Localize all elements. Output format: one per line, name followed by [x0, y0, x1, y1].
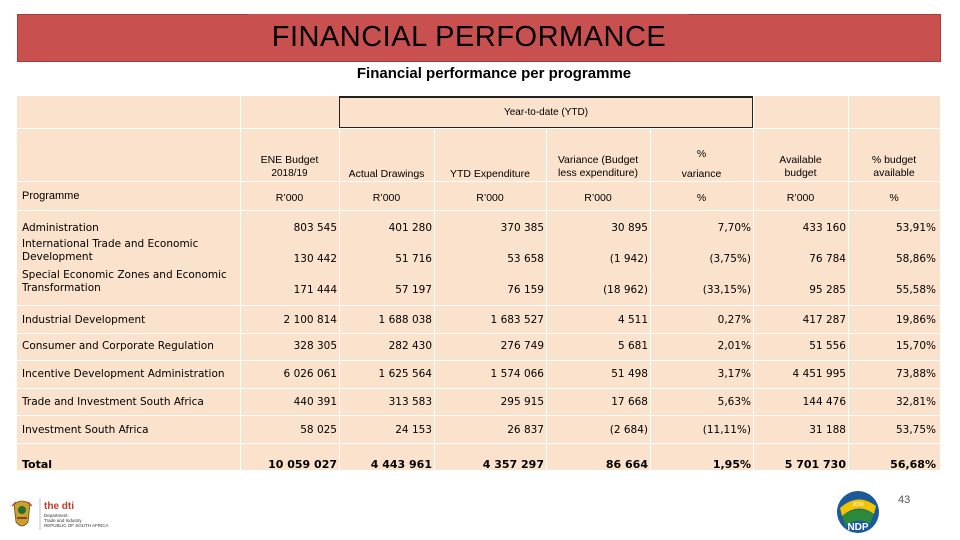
- table-cell-ytd: 1 574 066: [490, 368, 544, 380]
- col-divider: [240, 96, 241, 470]
- table-cell-pct: 2,01%: [717, 340, 751, 352]
- title-box: [249, 14, 689, 60]
- row-divider: [17, 333, 940, 334]
- table-cell-var: 4 511: [617, 314, 648, 326]
- header-avail-line1: Available: [779, 154, 822, 166]
- table-cell-ytd: 76 159: [507, 284, 544, 296]
- row-label-incentive-development: Incentive Development Administration: [22, 368, 225, 380]
- table-cell-actual: 282 430: [388, 340, 432, 352]
- table-cell-var: 51 498: [611, 368, 648, 380]
- table-cell-var: (1 942): [609, 253, 648, 265]
- col-divider: [546, 96, 547, 470]
- table-cell-pct: 0,27%: [717, 314, 751, 326]
- col-divider: [753, 96, 754, 470]
- unit-label: %: [696, 192, 707, 204]
- table-cell-avail: 95 285: [809, 284, 846, 296]
- col-divider: [434, 96, 435, 470]
- header-avail-line2: budget: [784, 167, 817, 179]
- row-divider: [17, 415, 940, 416]
- table-cell-ene: 130 442: [293, 253, 337, 265]
- header-variance: [546, 154, 650, 180]
- table-cell-var: 86 664: [605, 458, 648, 471]
- table-cell-actual: 401 280: [388, 222, 432, 234]
- table-cell-pavail: 19,86%: [895, 314, 936, 326]
- table-cell-pavail: 73,88%: [895, 368, 936, 380]
- table-cell-ytd: 370 385: [500, 222, 544, 234]
- coat-of-arms-icon: [12, 501, 32, 526]
- table-cell-pavail: 53,91%: [895, 222, 936, 234]
- row-divider: [17, 181, 940, 182]
- table-cell-avail: 433 160: [802, 222, 846, 234]
- unit-label: R’000: [476, 192, 504, 204]
- table-cell-pavail: 32,81%: [895, 396, 936, 408]
- row-label-total: Total: [22, 458, 53, 471]
- table-cell-ene: 803 545: [293, 222, 337, 234]
- table-cell-avail: 5 701 730: [784, 458, 846, 471]
- header-ytd-expenditure: YTD Expenditure: [450, 168, 530, 180]
- table-cell-ene: 328 305: [293, 340, 337, 352]
- table-cell-ene: 58 025: [300, 424, 337, 436]
- table-cell-pavail: 58,86%: [895, 253, 936, 265]
- table-cell-pct: 3,17%: [717, 368, 751, 380]
- unit-label: R’000: [275, 192, 304, 204]
- page-number: 43: [898, 494, 911, 506]
- page-subtitle: Financial performance per programme: [356, 65, 632, 82]
- table-cell-actual: 1 625 564: [378, 368, 432, 380]
- unit-label: R’000: [584, 192, 612, 204]
- dti-logo-dept: Department:: [44, 513, 69, 518]
- row-label-consumer-corporate: Consumer and Corporate Regulation: [22, 340, 214, 352]
- row-divider: [17, 305, 940, 306]
- table-cell-pavail: 55,58%: [895, 284, 936, 296]
- row-label-industrial-development: Industrial Development: [22, 314, 146, 326]
- table-cell-var: 30 895: [611, 222, 648, 234]
- row-divider: [17, 388, 940, 389]
- table-cell-ene: 440 391: [293, 396, 337, 408]
- table-cell-pct: 5,63%: [717, 396, 751, 408]
- header-pct-variance: [650, 148, 753, 181]
- row-label-line1: International Trade and Economic: [22, 238, 199, 250]
- table-cell-actual: 24 153: [395, 424, 432, 436]
- table-cell-pct: 1,95%: [712, 458, 751, 471]
- page-title: FINANCIAL PERFORMANCE: [271, 20, 667, 53]
- table-cell-var: (18 962): [603, 284, 648, 296]
- row-label-line2: Development: [22, 251, 93, 263]
- row-label-investment-sa: Investment South Africa: [22, 424, 149, 436]
- table-cell-ene: 2 100 814: [283, 314, 337, 326]
- ndp-logo-year: 2030: [852, 502, 864, 508]
- table-cell-pct: 7,70%: [717, 222, 751, 234]
- table-cell-var: (2 684): [609, 424, 648, 436]
- dti-logo-name: the dti: [44, 501, 74, 512]
- table-cell-actual: 57 197: [395, 284, 432, 296]
- header-programme: Programme: [22, 190, 80, 202]
- header-ene-line2: 2018/19: [271, 168, 308, 179]
- ytd-label: Year-to-date (YTD): [503, 107, 589, 118]
- table-cell-pavail: 53,75%: [895, 424, 936, 436]
- row-label-line1: Special Economic Zones and Economic: [22, 269, 227, 281]
- header-pctavail-line1: % budget: [871, 154, 917, 166]
- table-cell-pavail: 15,70%: [895, 340, 936, 352]
- header-variance-line1: Variance (Budget: [557, 154, 639, 166]
- table-cell-avail: 76 784: [809, 253, 846, 265]
- table-cell-actual: 1 688 038: [378, 314, 432, 326]
- col-divider: [848, 96, 849, 470]
- header-pct-line1: %: [696, 148, 707, 160]
- table-cell-ytd: 276 749: [500, 340, 544, 352]
- dti-logo-country: REPUBLIC OF SOUTH AFRICA: [44, 523, 109, 528]
- row-label-special-economic-zones: [22, 269, 227, 295]
- table-cell-pavail: 56,68%: [890, 458, 936, 471]
- table-cell-avail: 144 476: [802, 396, 846, 408]
- header-variance-line2: less expenditure): [558, 167, 638, 179]
- header-available-budget: [753, 154, 848, 180]
- row-divider: [17, 443, 940, 444]
- unit-label: %: [889, 192, 899, 204]
- row-divider: [17, 360, 940, 361]
- table-cell-ene: 171 444: [293, 284, 337, 296]
- table-cell-avail: 4 451 995: [792, 368, 846, 380]
- row-label-trade-investment: Trade and Investment South Africa: [22, 396, 204, 408]
- table-cell-ytd: 53 658: [507, 253, 544, 265]
- table-cell-ytd: 1 683 527: [490, 314, 544, 326]
- table-cell-ene: 6 026 061: [283, 368, 337, 380]
- unit-label: R’000: [372, 192, 401, 204]
- header-actual-drawings: Actual Drawings: [348, 168, 425, 180]
- table-cell-var: 17 668: [611, 396, 648, 408]
- table-cell-pct: (11,11%): [702, 424, 751, 436]
- table-cell-actual: 51 716: [395, 253, 432, 265]
- ndp-logo-text: NDP: [847, 522, 869, 533]
- col-divider: [339, 96, 340, 470]
- header-ene-budget: [240, 154, 339, 180]
- table-cell-actual: 313 583: [388, 396, 432, 408]
- row-divider: [17, 210, 940, 211]
- table-cell-ene: 10 059 027: [268, 458, 337, 471]
- table-cell-actual: 4 443 961: [370, 458, 432, 471]
- header-pct-available: [848, 154, 940, 180]
- table-cell-avail: 31 188: [809, 424, 846, 436]
- dti-logo-ministry: Trade and Industry: [44, 518, 82, 523]
- row-label-administration: Administration: [22, 222, 99, 234]
- table-cell-ytd: 4 357 297: [482, 458, 544, 471]
- table-cell-pct: (3,75%): [709, 253, 751, 265]
- unit-label: R’000: [786, 192, 815, 204]
- table-cell-var: 5 681: [617, 340, 648, 352]
- table-cell-avail: 51 556: [809, 340, 846, 352]
- table-cell-avail: 417 287: [802, 314, 846, 326]
- table-cell-ytd: 295 915: [500, 396, 544, 408]
- ndp-logo: [834, 488, 882, 536]
- row-label-international-trade: [22, 238, 198, 264]
- ytd-header: [339, 96, 753, 128]
- row-divider: [17, 128, 940, 129]
- header-pctavail-line2: available: [873, 167, 915, 179]
- header-pct-line2: variance: [681, 168, 722, 180]
- row-label-line2: Transformation: [22, 282, 101, 294]
- table-cell-ytd: 26 837: [507, 424, 544, 436]
- header-ene-line1: ENE Budget: [260, 154, 319, 166]
- dti-logo: [8, 496, 118, 532]
- table-cell-pct: (33,15%): [702, 284, 751, 296]
